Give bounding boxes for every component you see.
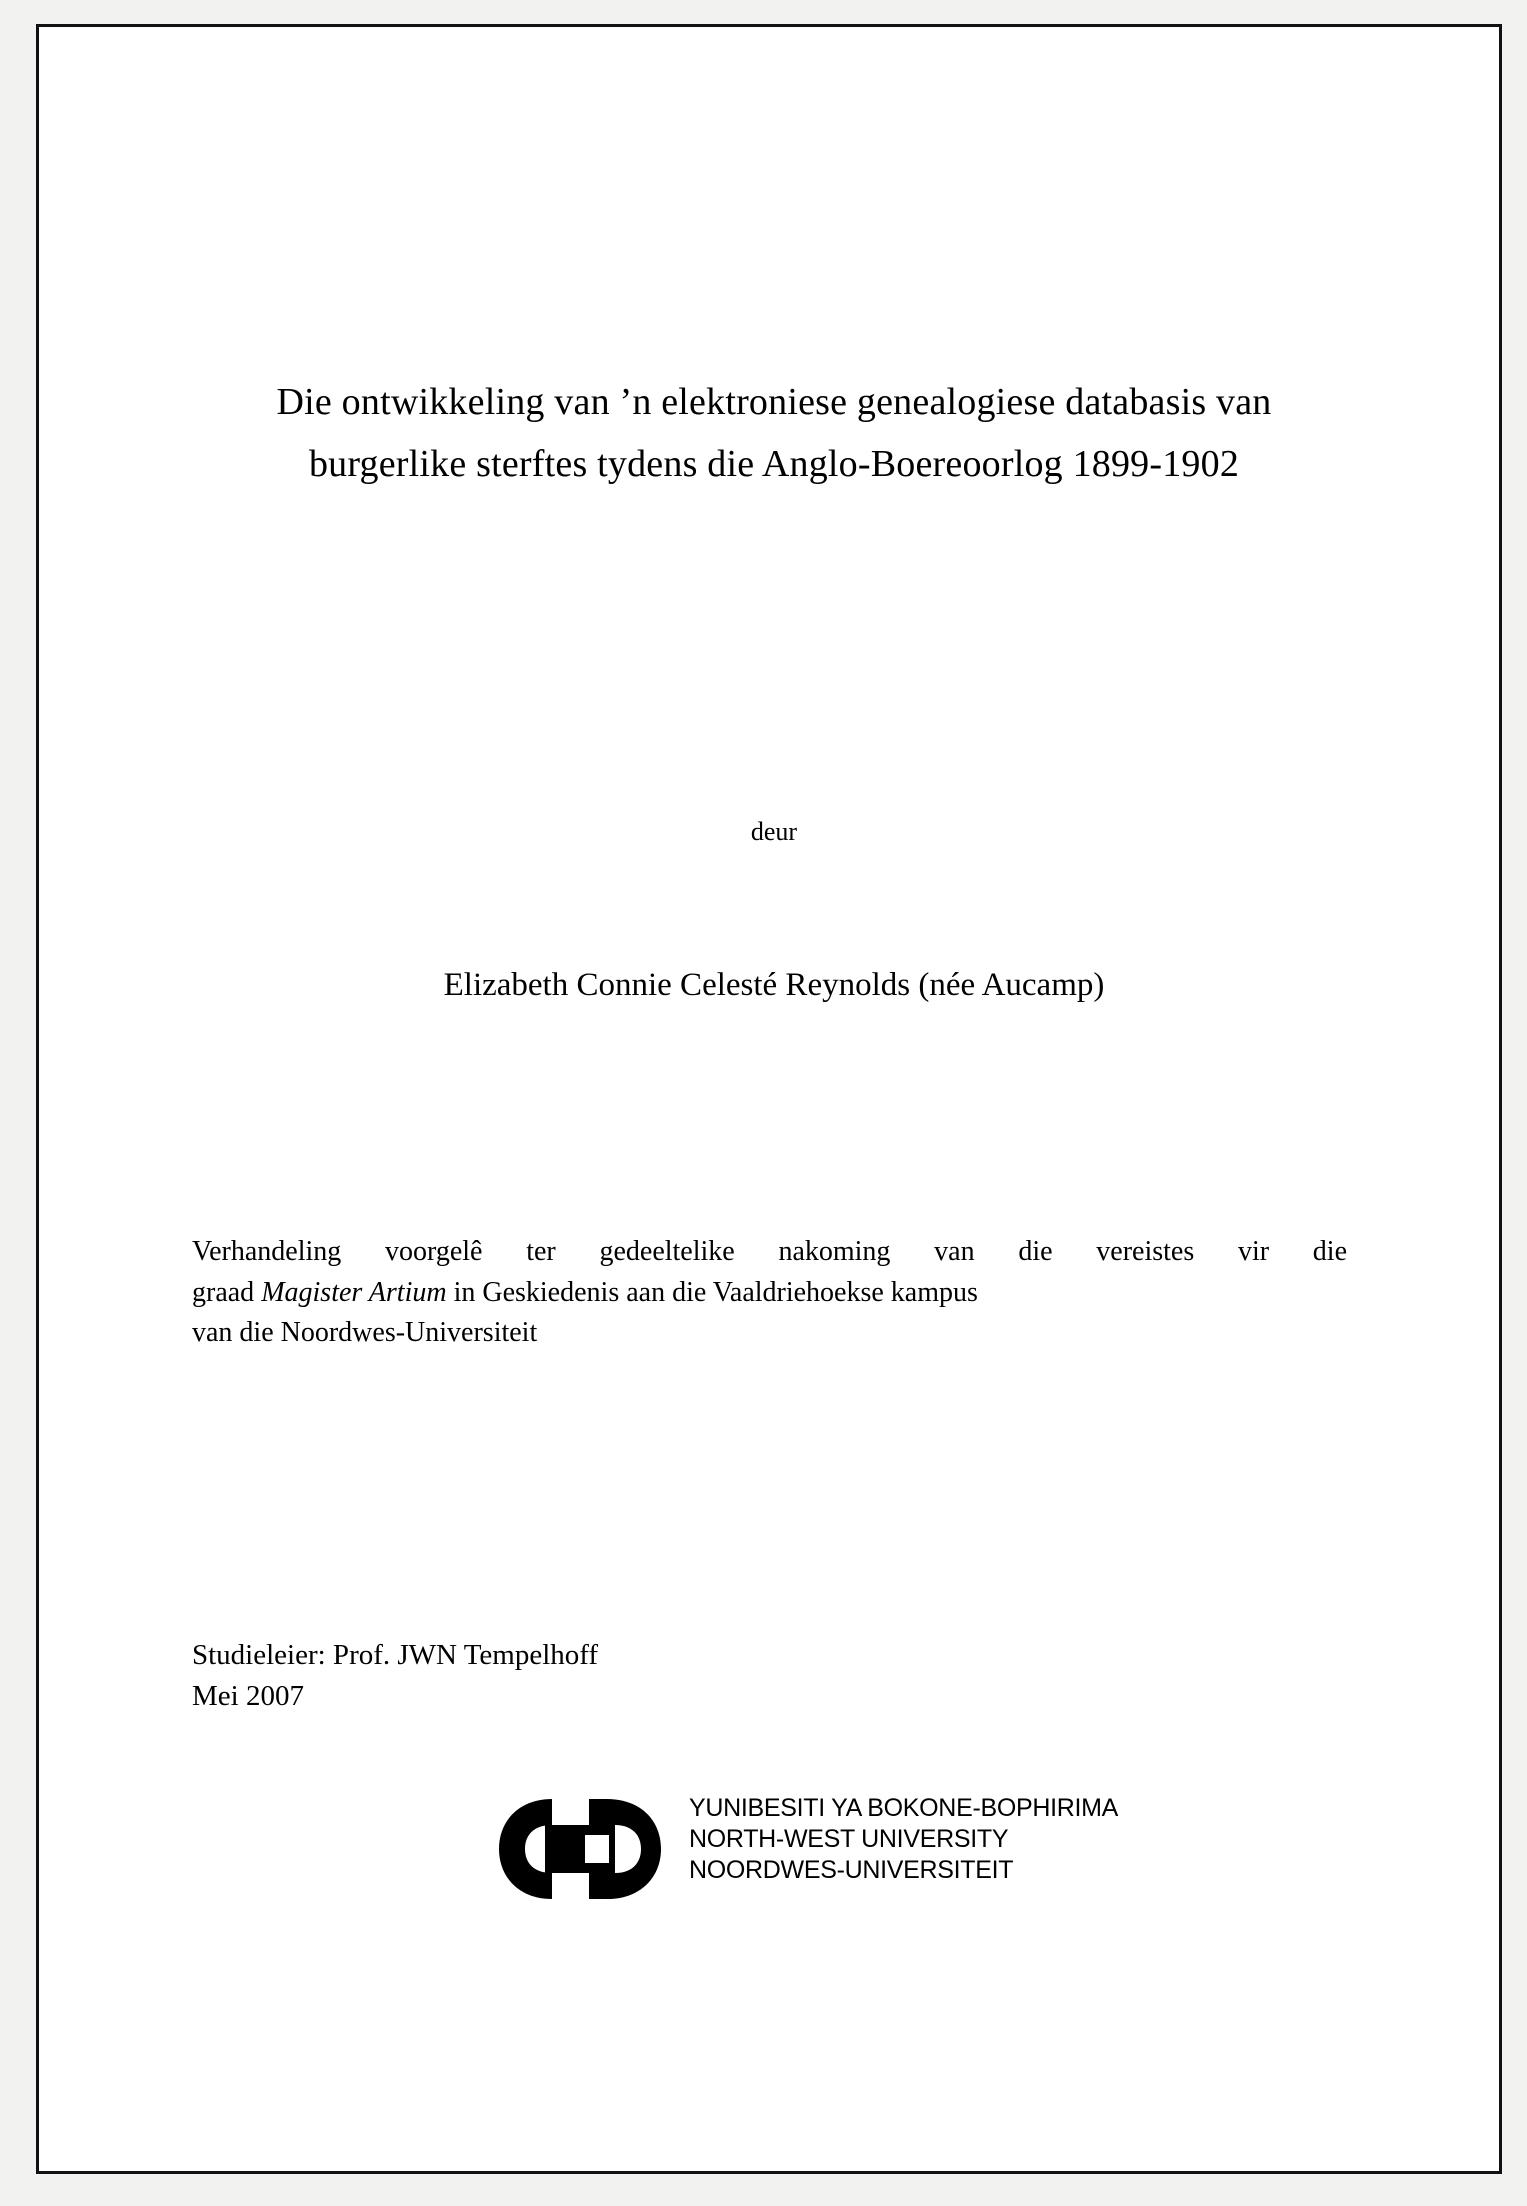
logo-text-line-3: NOORDWES-UNIVERSITEIT (689, 1856, 1014, 1884)
title-page-content (189, 27, 1359, 2171)
degree-statement-line-2-pre: graad (192, 1276, 262, 1308)
title-line-2: burgerlike sterftes tydens die Anglo-Boereoorlog 1899-1902 (308, 442, 1240, 485)
degree-statement-line-2 (192, 1273, 1347, 1314)
logo-text-line-2: NORTH-WEST UNIVERSITY (689, 1825, 1009, 1853)
university-logo (489, 1789, 1189, 1919)
degree-statement-line-1: Verhandeling voorgelê ter gedeeltelike nakoming van die vereistes vir die (192, 1236, 1347, 1267)
supervisor-line: Studieleier: Prof. JWN Tempelhoff (192, 1639, 599, 1671)
title-line-1: Die ontwikkeling van ’n elektroniese genealogiese databasis van (276, 381, 1272, 423)
author-name: Elizabeth Connie Celesté Reynolds (née Aucamp) (443, 967, 1105, 1003)
logo-text-line-1: YUNIBESITI YA BOKONE-BOPHIRIMA (689, 1794, 1119, 1822)
degree-statement (192, 1232, 1347, 1354)
degree-name-italic: Magister Artium (261, 1276, 447, 1308)
degree-statement-line-3: van die Noordwes-Universiteit (192, 1317, 538, 1349)
date-line: Mei 2007 (192, 1680, 304, 1713)
by-label: deur (750, 817, 798, 846)
page-border-frame (36, 24, 1502, 2174)
page-title (189, 372, 1359, 495)
page-surface (39, 27, 1499, 2171)
university-logo-text (689, 1793, 1118, 1886)
nwu-logo-mark-icon (489, 1795, 679, 1903)
supervisor-and-date (192, 1635, 1092, 1717)
degree-statement-line-2-post: in Geskiedenis aan die Vaaldriehoekse kampus (446, 1276, 978, 1308)
